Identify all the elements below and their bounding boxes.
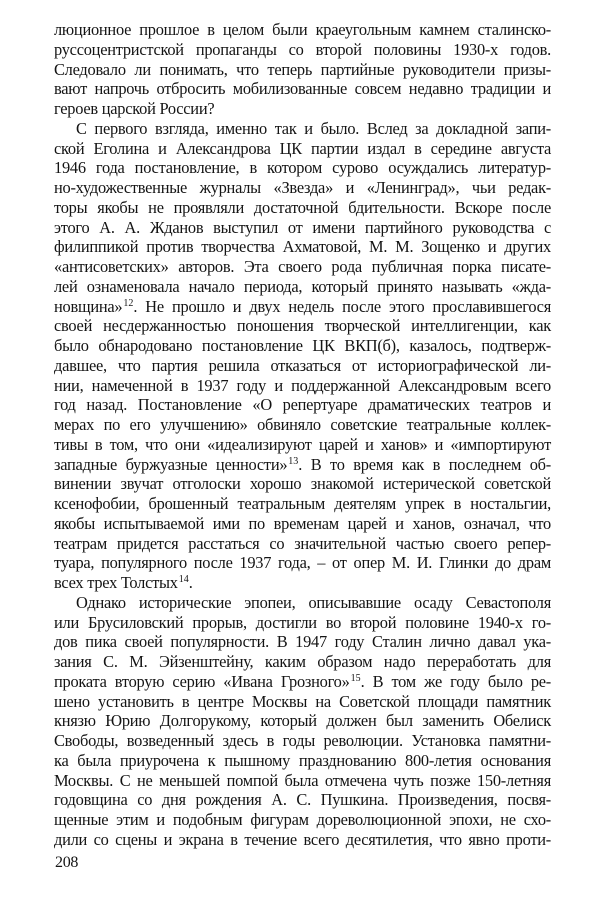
text-line: 1946 года постановление, в котором сурово осуждались литератур- [54,158,551,178]
book-page-body [54,20,551,850]
text-line: торы якобы не проявляли достаточной бдительности. Вскоре после [54,197,551,217]
text-line: вают напрочь отбросить мобилизованные совсем недавно традиции и [54,79,551,99]
text-line: «антисоветских» авторов. Эта своего рода публичная порка писате- [54,257,551,276]
text-line: тивы в том, что они «идеализируют царей и ханов» и «импортируют [54,434,551,454]
text-line: давшее, что партия решила отказаться от историографической ли- [54,355,551,375]
text-line: С первого взгляда, именно так и было. Вслед за докладной запи- [76,118,551,138]
text-line: было обнародовано постановление ЦК ВКП(б), казалось, подтверж- [54,336,551,355]
text-line: новщина»$^{12}$. Не прошло и двух недель после этого прославившегося [54,296,551,316]
text-line: своей несдержанностью поношения творческой интеллигенции, как [54,316,551,336]
paragraph-1 [54,20,551,119]
text-line: этого А. А. Жданов выступил от имени партийного руководства с [54,217,551,237]
text-line: ка была приурочена к пышному празднованию 800-летия основания [54,750,551,770]
text-line: проката вторую серию «Ивана Грозного»$^{15}$. В том же году было ре- [54,671,551,691]
text-line: якобы испытываемой ими по временам царей и ханов, означал, что [54,513,551,533]
text-line: год назад. Постановление «О репертуаре драматических театров и [54,395,551,415]
text-line: но-художественные журналы «Звезда» и «Ленинград», чьи редак- [54,178,551,197]
paragraph-2 [54,119,551,593]
text-line: всех трех Толстых$^{14}$. [54,573,193,592]
paragraph-3 [54,593,551,850]
text-line: лей ознаменовала начало периода, который принято называть «жда- [54,276,551,296]
footnote-ref-15[interactable]: 15 [350,672,361,684]
text-line: князю Юрию Долгорукому, который должен был заменить Обелиск [54,711,551,731]
text-line: винении звучат отголоски хорошо знакомой истерической советской [54,474,551,494]
text-line: дили со сцены и экрана в течение всего десятилетия, что явно проти- [54,829,551,849]
text-line: туара, популярного после 1937 года, – от опер М. И. Глинки до драм [54,553,551,573]
text-line: филиппикой против творчества Ахматовой, М. М. Зощенко и других [54,237,551,257]
text-line: ской Еголина и Александрова ЦК партии издал в середине августа [54,138,551,158]
footnote-ref-13[interactable]: 13 [288,455,299,467]
text-line: годовщина со дня рождения А. С. Пушкина. Произведения, посвя- [54,790,551,810]
footnote-ref-14[interactable]: 14 [178,574,189,585]
text-line: зания С. М. Эйзенштейну, каким образом надо переработать для [54,652,551,671]
page-number: 208 [55,854,79,871]
text-line: щенные этим и подобным фигурам дореволюционной эпохи, не схо- [54,810,551,829]
text-line: театрам придется расстаться со значительной частью своего репер- [54,533,551,553]
text-line: героев царской России? [54,99,215,118]
text-line: или Брусиловский прорыв, достигли во второй половине 1940-х го- [54,612,551,632]
text-line: мерах по его улучшению» обвиняло советские театральные коллек- [54,415,551,434]
footnote-ref-12[interactable]: 12 [123,297,134,309]
text-line: Москвы. С не меньшей помпой была отмечена чуть позже 150-летняя [54,770,551,790]
text-line: руссоцентристской пропаганды со второй половины 1930-х годов. [54,39,551,59]
text-line: люционное прошлое в целом были краеугольным камнем сталинско- [54,20,551,39]
text-line: Однако исторические эпопеи, описывавшие осаду Севастополя [76,592,551,612]
text-line: Свободы, возведенный здесь в годы революции. Установка памятни- [54,731,551,750]
text-line: шено установить в центре Москвы на Советской площади памятник [54,691,551,711]
text-line: Следовало ли понимать, что теперь партийные руководители призы- [54,59,551,79]
text-line: западные буржуазные ценности»$^{13}$. В то время как в последнем об- [54,454,551,474]
text-line: ксенофобии, брошенный театральным деятелям упрек в ностальгии, [54,494,551,513]
text-line: нии, намеченной в 1937 году и поддержанной Александровым всего [54,375,551,395]
text-line: дов пика своей популярности. В 1947 году Сталин лично давал ука- [54,632,551,652]
